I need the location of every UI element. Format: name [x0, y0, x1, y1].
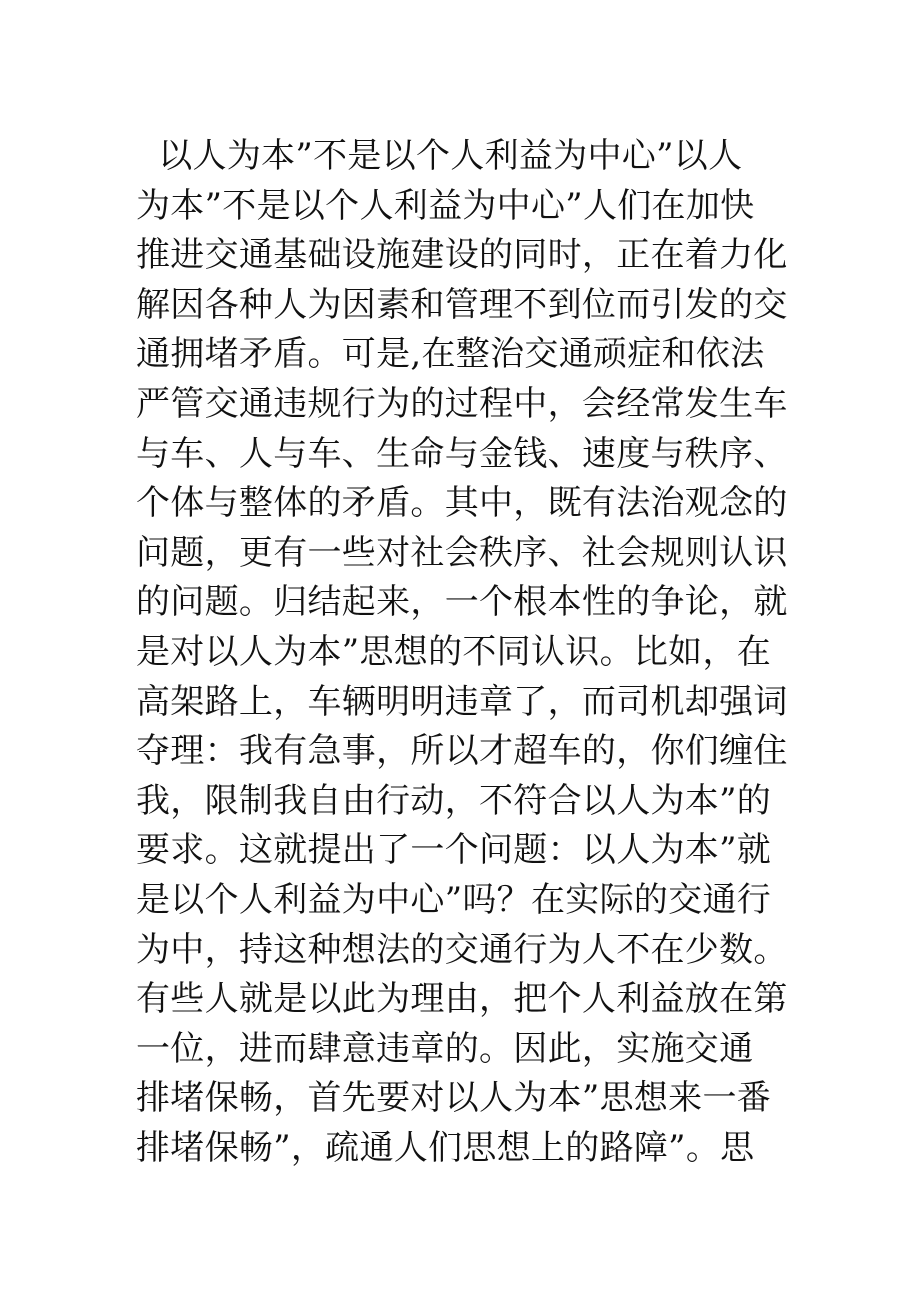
- text-line: 是对以人为本”思想的不同认识。比如，在: [136, 631, 772, 672]
- text-line: 我，限制我自由行动，不符合以人为本”的: [136, 780, 772, 821]
- text-line: 夺理：我有急事，所以才超车的，你们缠住: [136, 731, 788, 772]
- body-paragraph: [136, 132, 786, 1173]
- text-line: 严管交通违规行为的过程中，会经常发生车: [136, 383, 788, 424]
- text-line: 个体与整体的矛盾。其中，既有法治观念的: [136, 483, 788, 524]
- text-line: 排堵保畅”，疏通人们思想上的路障”。思: [136, 1127, 755, 1168]
- text-line: 为本”不是以个人利益为中心”人们在加快: [136, 185, 755, 226]
- text-line: 排堵保畅，首先要对以人为本”思想来一番: [136, 1078, 772, 1119]
- text-line: 一位，进而肆意违章的。因此，实施交通: [136, 1028, 754, 1069]
- text-line: 为中，持这种想法的交通行为人不在少数。: [136, 929, 788, 970]
- text-line: 高架路上，车辆明明违章了，而司机却强词: [136, 681, 788, 722]
- text-line: 是以个人利益为中心”吗？在实际的交通行: [136, 879, 772, 920]
- text-line: 的问题。归结起来，一个根本性的争论，就: [136, 582, 788, 623]
- text-line: 解因各种人为因素和管理不到位而引发的交: [136, 284, 788, 325]
- text-line: 有些人就是以此为理由，把个人利益放在第: [136, 979, 788, 1020]
- text-line: 以人为本”不是以个人利益为中心”以人: [136, 136, 743, 176]
- text-line: 要求。这就提出了一个问题：以人为本”就: [136, 830, 772, 871]
- text-line: 推进交通基础设施建设的同时，正在着力化: [136, 235, 788, 276]
- text-line: 与车、人与车、生命与金钱、速度与秩序、: [136, 433, 788, 474]
- text-line: 通拥堵矛盾。可是,在整治交通顽症和依法: [136, 334, 765, 375]
- text-line: 问题，更有一些对社会秩序、社会规则认识: [136, 532, 788, 573]
